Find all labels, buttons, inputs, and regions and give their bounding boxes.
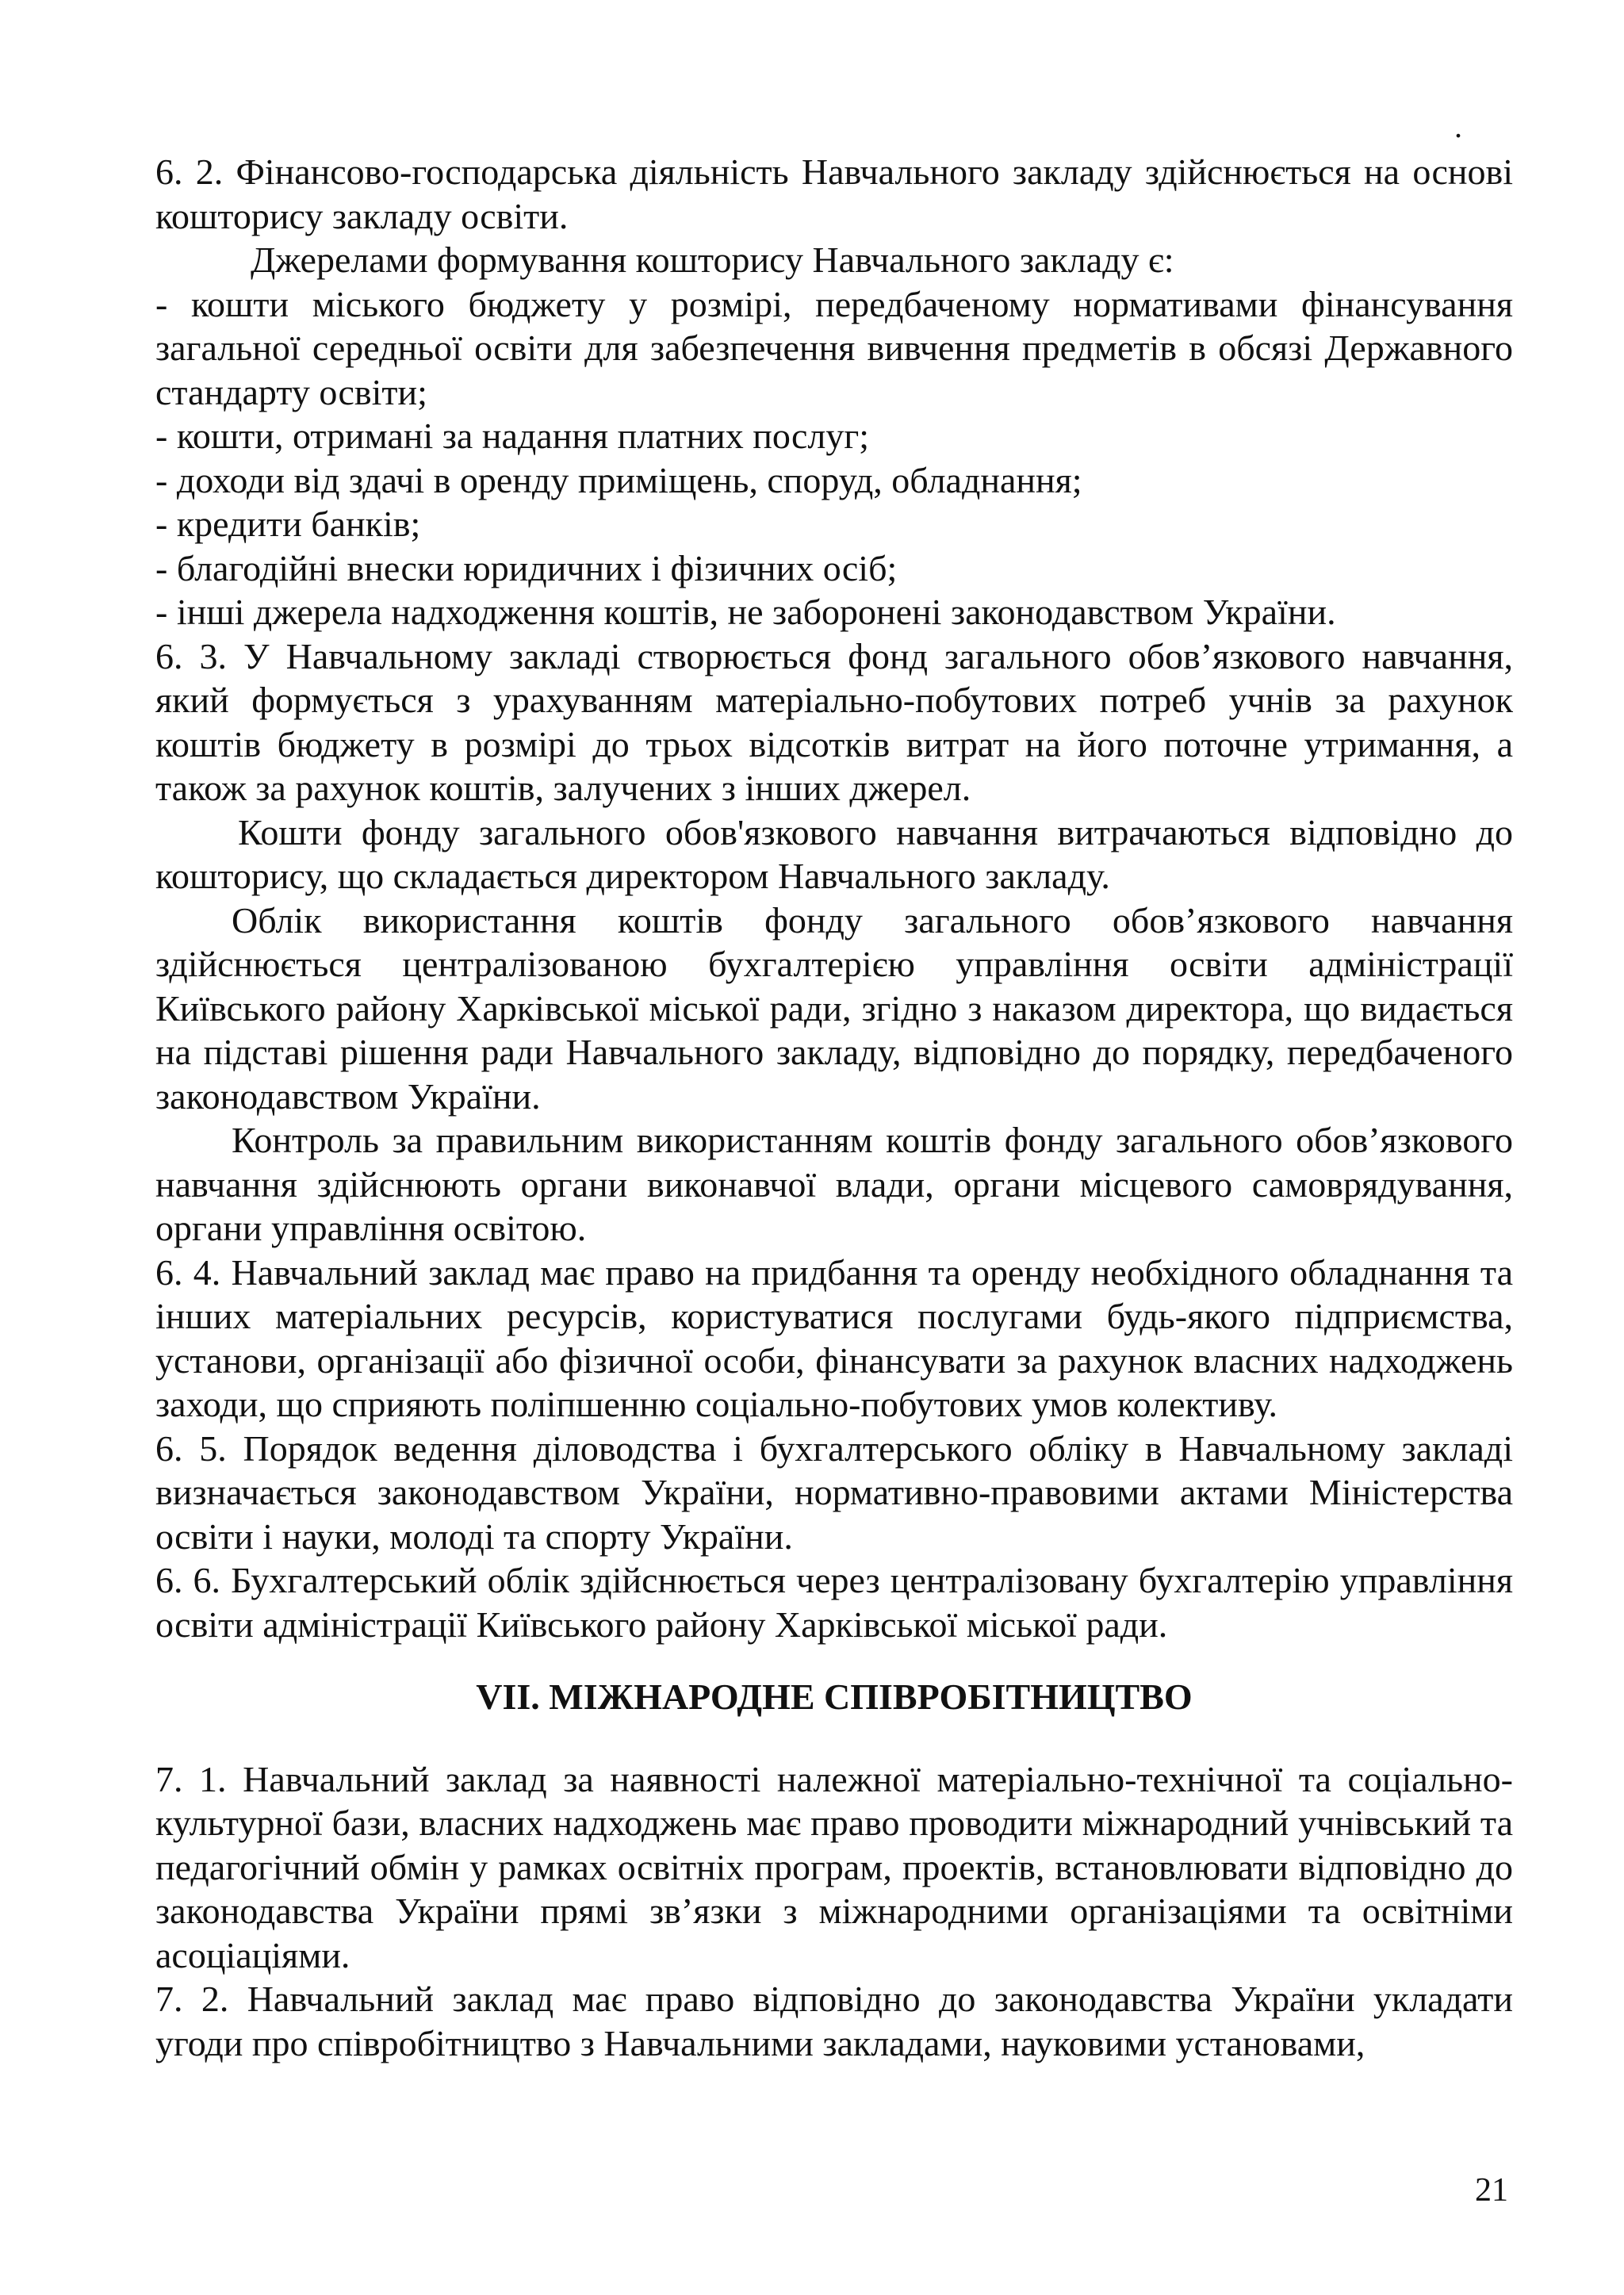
paragraph-6-3: 6. 3. У Навчальному закладі створюється фонд загального обов’язкового навчання, який формується з урахуванням матеріально-побутових потреб учнів за рахунок коштів бюджету в розмірі до трьох відсотків витрат на його поточне утримання, а також за рахунок коштів, залучених з інших джерел. xyxy=(155,635,1513,808)
list-item-charity: - благодійні внески юридичних і фізичних осіб; xyxy=(155,547,898,588)
list-item-other-sources: - інші джерела надходження коштів, не заборонені законодавством України. xyxy=(155,592,1336,632)
list-item-paid-services: - кошти, отримані за надання платних послуг; xyxy=(155,416,870,456)
paragraph-fund-control: Контроль за правильним використанням коштів фонду загального обов’язкового навчання здійснюють органи виконавчої влади, органи місцевого самоврядування, органи управління освітою. xyxy=(155,1120,1513,1248)
document-body xyxy=(155,150,1513,2065)
paragraph-fund-accounting: Облік використання коштів фонду загального обов’язкового навчання здійснюється централізованою бухгалтерією управління освіти адміністрації Київського району Харківської міської ради, згідно з наказом директора, що видається на підставі рішення ради Навчального закладу, відповідно до порядку, передбаченого законодавством України. xyxy=(155,899,1513,1117)
paragraph-6-4: 6. 4. Навчальний заклад має право на придбання та оренду необхідного обладнання та інших матеріальних ресурсів, користуватися послугами будь-якого підприємства, установи, організації або фізичної особи, фінансувати за рахунок власних надходжень заходи, що сприяють поліпшенню соціально-побутових умов колективу. xyxy=(155,1251,1513,1424)
page-number: 21 xyxy=(1475,2172,1508,2209)
paragraph-6-6: 6. 6. Бухгалтерський облік здійснюється через централізовану бухгалтерію управління освіти адміністрації Київського району Харківської міської ради. xyxy=(155,1560,1513,1645)
list-item-bank-credits: - кредити банків; xyxy=(155,504,421,544)
paragraph-sources-intro: Джерелами формування кошторису Навчального закладу є: xyxy=(251,239,1174,280)
paragraph-7-2: 7. 2. Навчальний заклад має право відповідно до законодавства України укладати угоди про співробітництво з Навчальними закладами, науковими установами, xyxy=(155,1979,1513,2063)
paragraph-fund-spending: Кошти фонду загального обов'язкового навчання витрачаються відповідно до кошторису, що складається директором Навчального закладу. xyxy=(155,811,1513,896)
list-item-city-budget: - кошти міського бюджету у розмірі, передбаченому нормативами фінансування загальної середньої освіти для забезпечення вивчення предметів в обсязі Державного стандарту освіти; xyxy=(155,283,1513,412)
paragraph-7-1: 7. 1. Навчальний заклад за наявності належної матеріально-технічної та соціально-культурної бази, власних надходжень має право проводити міжнародний учнівський та педагогічний обмін у рамках освітніх програм, проектів, встановлювати відповідно до законодавства України прямі зв’язки з міжнародними організаціями та освітніми асоціаціями. xyxy=(155,1758,1513,1975)
list-item-rent-income: - доходи від здачі в оренду приміщень, споруд, обладнання; xyxy=(155,459,1082,500)
section-heading: VII. МІЖНАРОДНЕ СПІВРОБІТНИЦТВО xyxy=(476,1676,1193,1717)
paragraph-6-5: 6. 5. Порядок ведення діловодства і бухгалтерського обліку в Навчальному закладі визначається законодавством України, нормативно-правовими актами Міністерства освіти і науки, молоді та спорту України. xyxy=(155,1427,1513,1557)
top-mark: . xyxy=(1454,109,1462,144)
paragraph-6-2: 6. 2. Фінансово-господарська діяльність Навчального закладу здійснюється на основі кошторису закладу освіти. xyxy=(155,151,1513,236)
